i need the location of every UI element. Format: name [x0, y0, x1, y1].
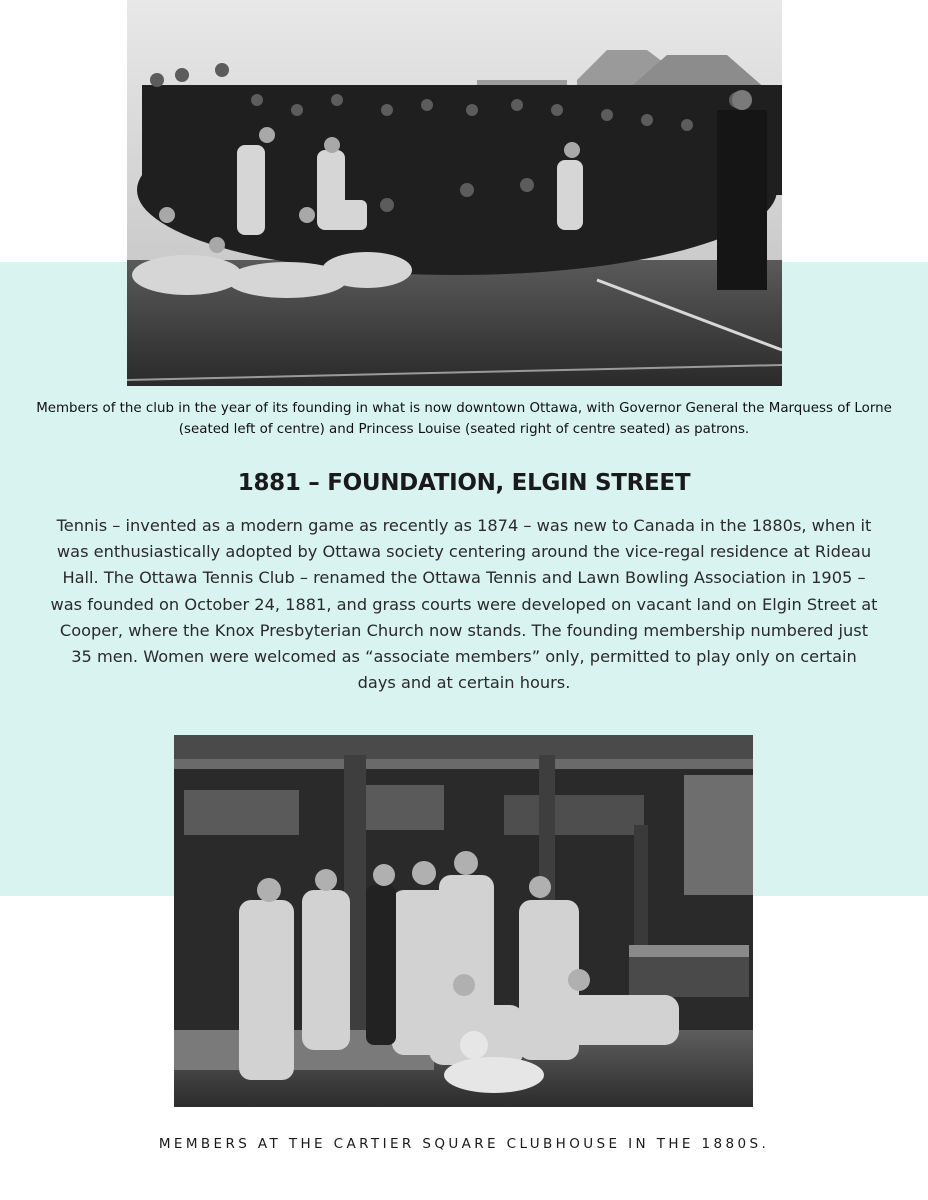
section-heading: 1881 – FOUNDATION, ELGIN STREET: [237, 470, 691, 496]
clubhouse-members-photo-art: [174, 735, 753, 1107]
clubhouse-members-photo: [174, 735, 753, 1107]
founding-members-photo-art: [127, 0, 782, 386]
section-body: Tennis – invented as a modern game as recently as 1874 – was new to Canada in the 1880s, when it was enthusiastically adopted by Ottawa society centering around the vice-regal residence at Rideau Hall. The Ottawa Tennis Club – renamed the Ottawa Tennis and Lawn Bowling Association in 1905 – was founded on October 24, 1881, and grass courts were developed on vacant land on Elgin Street at Cooper, where the Knox Presbyterian Church now stands. The founding membership numbered just 35 men. Women were welcomed as “associate members” only, permitted to play only on certain days and at certain hours.: [50, 516, 878, 693]
top-photo-caption: Members of the club in the year of its founding in what is now downtown Ottawa, with Governor General the Marquess of Lorne (seated left of centre) and Princess Louise (seated right of centre seated) as patrons.: [36, 401, 892, 437]
founding-members-photo: [127, 0, 782, 386]
bottom-photo-caption: MEMBERS AT THE CARTIER SQUARE CLUBHOUSE IN THE 1880S.: [158, 1136, 770, 1152]
